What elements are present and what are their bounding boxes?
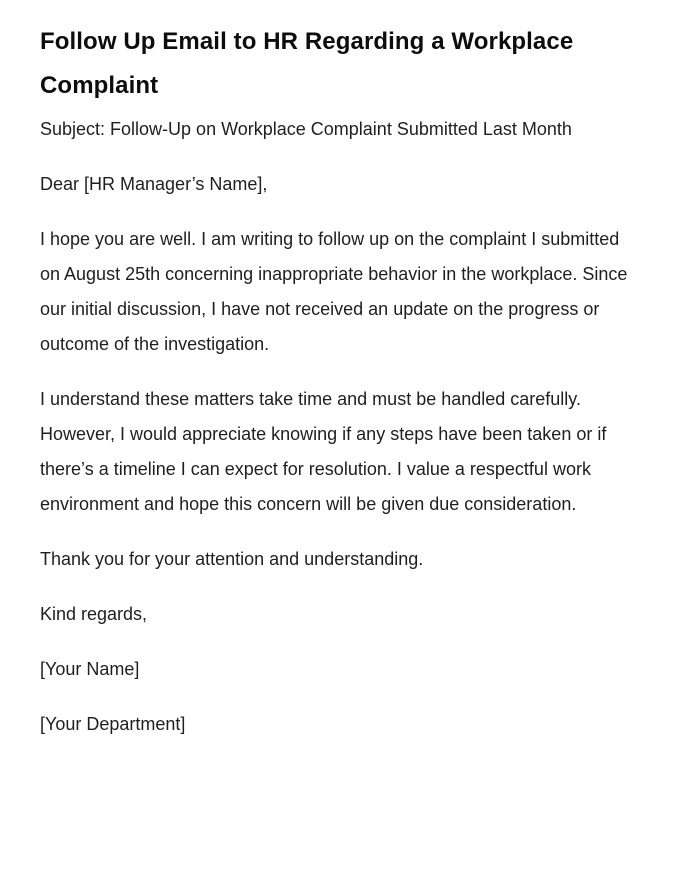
sign-off: Kind regards, <box>40 604 148 624</box>
signature-name: [Your Name] <box>40 659 140 679</box>
page-title: Follow Up Email to HR Regarding a Workplace Complaint <box>40 28 574 99</box>
closing-thanks: Thank you for your attention and understanding. <box>40 549 424 569</box>
salutation: Dear [HR Manager’s Name], <box>40 174 268 194</box>
body-paragraph-2: I understand these matters take time and must be handled carefully. However, I would appreciate knowing if any steps have been taken or if there’s a timeline I can expect for resolution. I value a respectful work environment and hope this concern will be given due consideration. <box>40 389 607 514</box>
signature-department: [Your Department] <box>40 714 186 734</box>
subject-line: Subject: Follow-Up on Workplace Complaint Submitted Last Month <box>40 119 572 139</box>
body-paragraph-1: I hope you are well. I am writing to follow up on the complaint I submitted on August 25th concerning inappropriate behavior in the workplace. Since our initial discussion, I have not received an update on the progress or outcome of the investigation. <box>40 229 628 354</box>
